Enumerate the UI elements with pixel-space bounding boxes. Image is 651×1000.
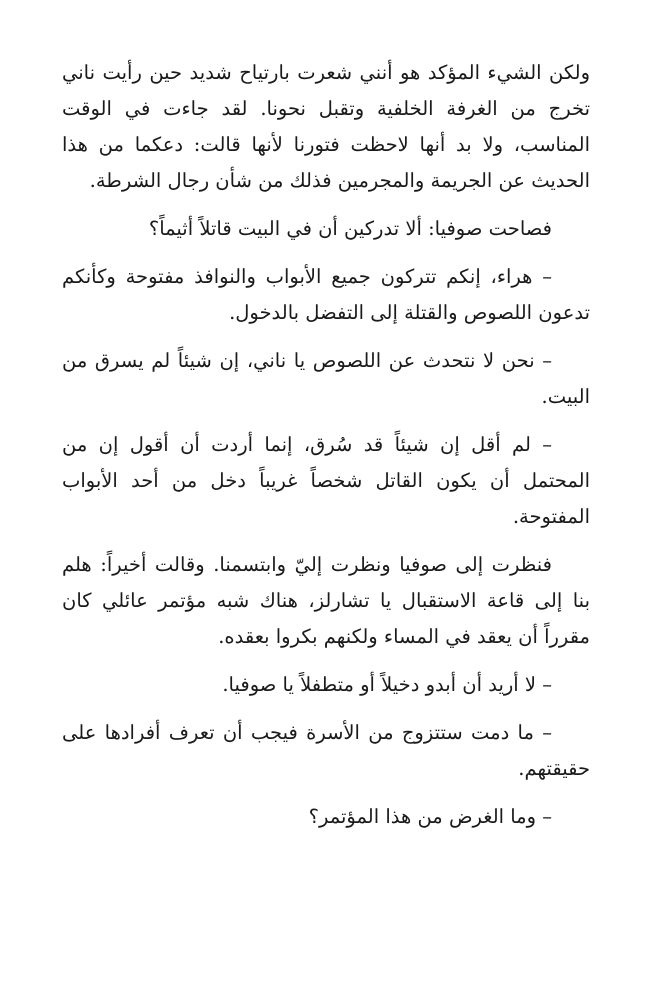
paragraph-nonsense-doors: – هراء، إنكم تتركون جميع الأبواب والنوافذ مفتوحة وكأنكم تدعون اللصوص والقتلة إلى التفضل بالدخول. (62, 265, 590, 324)
paragraph-meeting-purpose: – وما الغرض من هذا المؤتمر؟ (308, 805, 552, 828)
book-page (62, 55, 590, 847)
paragraph-nani-arrives: ولكن الشيء المؤكد هو أنني شعرت بارتياح شديد حين رأيت ناني تخرج من الغرفة الخلفية وتقبل نحونا. لقد جاءت في الوقت المناسب، ولا بد أنها لاحظت فتورنا لأنها قالت: دعكما من هذا الحديث عن الجريمة والمجرمين فذلك من شأن رجال الشرطة. (62, 61, 590, 192)
paragraph-sophia-exclaims: فصاحت صوفيا: ألا تدركين أن في البيت قاتلاً أثيماً؟ (148, 217, 552, 240)
paragraph-intruder: – لا أريد أن أبدو دخيلاً أو متطفلاً يا صوفيا. (222, 673, 552, 696)
paragraph-family-meeting: فنظرت إلى صوفيا ونظرت إليّ وابتسمنا. وقالت أخيراً: هلم بنا إلى قاعة الاستقبال يا تشارلز، هناك شبه مؤتمر عائلي كان مقرراً أن يعقد في المساء ولكنهم بكروا بعقده. (62, 553, 590, 648)
paragraph-not-thieves: – نحن لا نتحدث عن اللصوص يا ناني، إن شيئاً لم يسرق من البيت. (62, 349, 590, 408)
paragraph-stranger-killer: – لم أقل إن شيئاً قد سُرق، إنما أردت أن أقول إن من المحتمل أن يكون القاتل شخصاً غريباً دخل من أحد الأبواب المفتوحة. (62, 433, 590, 528)
paragraph-know-family: – ما دمت ستتزوج من الأسرة فيجب أن تعرف أفرادها على حقيقتهم. (62, 721, 590, 780)
